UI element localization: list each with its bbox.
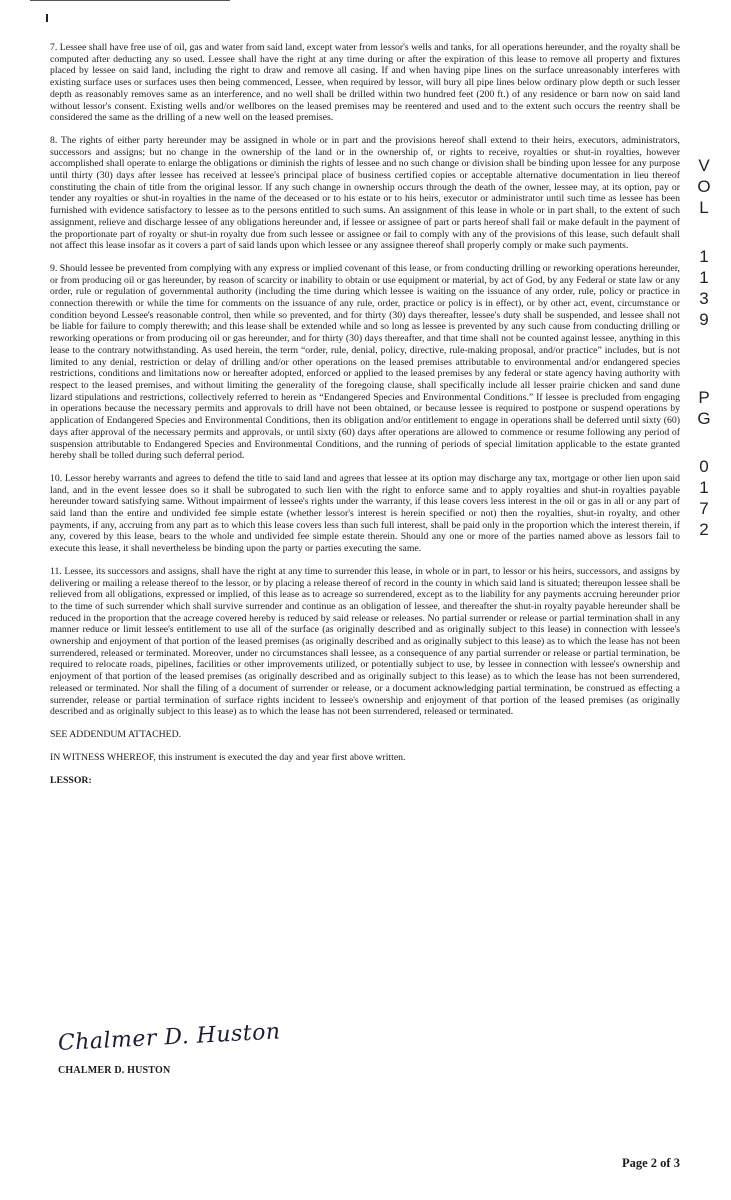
margin-char: 2 — [699, 520, 709, 539]
paragraph-8: 8. The rights of either party hereunder may be assigned in whole or in part and the provisions hereof shall extend to their heirs, executors, administrators, successors and assigns; but no change in the ownership of the land or in the ownership of, or rights to receive, royalties or shut-in royalties, however accomplished shall operate to enlarge the obligations or diminish the rights of lessee and no such change or division shall be binding upon lessee for any purpose until thirty (30) days after lessee has received at lessee's principal place of business certified copies or acceptable alternative documentation in lieu thereof constituting the chain of title from the original lessor. If any such change in ownership occurs through the death of the owner, lessee may, at its option, pay or tender any royalties or shut-in royalties in the name of the deceased or to his estate or to his heirs, executor or administrator until such time as lessee has been furnished with evidence satisfactory to lessee as to the persons entitled to such sums. An assignment of this lease in whole or in part shall, to the extent of such assignment, relieve and discharge lessee of any obligations hereunder and, if lessee or assignee of part or parts hereof shall fail or make default in the payment of the proportionate part of royalty or shut-in royalty due from such lessee or assignee or fail to comply with any of the provisions of this lease, such default shall not affect this lease insofar as it covers a part of said lands upon which lessee or any assignee thereof shall properly comply or make such payments. — [50, 134, 680, 252]
margin-char: 7 — [699, 499, 709, 518]
addendum-note: SEE ADDENDUM ATTACHED. — [50, 728, 182, 740]
margin-page-number — [692, 456, 716, 540]
paragraph-11: 11. Lessee, its successors and assigns, shall have the right at any time to surrender this lease, in whole or in part, to lessor or his heirs, successors, and assigns by delivering or mailing a release thereof to the lessor, or by placing a release thereof of record in the county in which said land is situated; thereupon lessee shall be relieved from all obligations, expressed or implied, of this lease as to acreage so surrendered, except as to the liability for any payments accruing hereunder prior to the time of such surrender which shall survive surrender and continue as an obligation of lessee, and thereafter the shut-in royalty payable hereunder shall be reduced in the proportion that the acreage covered hereby is reduced by said release or releases. No partial surrender or release or partial termination shall in any manner reduce or limit lessee's entitlement to use all of the surface (as originally described and as originally subject to this lease) in connection with lessee's ownership and enjoyment of that portion of the leased premises (as originally described and as originally subject to this lease) as to which the lease has not been surrendered, released or terminated. Moreover, under no circumstances shall lessee, as a consequence of any partial surrender or release or partial termination, be required to relocate roads, pipelines, facilities or other improvements utilized, or potentially subject to use, by lessee in connection with lessee's ownership and enjoyment of that portion of the leased premises (as originally described and as originally subject to this lease) as to which the lease has not been surrendered, released or terminated. Nor shall the filing of a document of surrender or release, or a document acknowledging partial termination, be construed as effecting a surrender, release or partial termination of surface rights incident to lessee's ownership and enjoyment of that portion of the leased premises (as originally described and as originally subject to this lease) as to which the lease has not been surrendered, released or terminated. — [50, 565, 680, 718]
margin-page-label — [692, 387, 716, 429]
margin-char: 1 — [699, 247, 709, 266]
margin-char: V — [698, 156, 710, 175]
signer-name: CHALMER D. HUSTON — [58, 1065, 171, 1076]
margin-char: 1 — [699, 268, 709, 287]
lessor-label: LESSOR: — [50, 775, 92, 787]
signature: Chalmer D. Huston — [57, 1019, 282, 1056]
margin-char: 3 — [699, 289, 709, 308]
margin-char: 9 — [699, 310, 709, 329]
witness-clause: IN WITNESS WHEREOF, this instrument is executed the day and year first above written. — [50, 751, 406, 763]
margin-char: 1 — [699, 478, 709, 497]
margin-char: P — [698, 388, 710, 407]
lease-body — [50, 42, 680, 787]
page-number: Page 2 of 3 — [622, 1156, 680, 1170]
paragraph-10: 10. Lessor hereby warrants and agrees to defend the title to said land and agrees that lessee at its option may discharge any tax, mortgage or other lien upon said land, and in the event lessee does so it shall be subrogated to such lien with the right to enforce same and to apply royalties and shut-in royalties payable hereunder toward satisfying same. Without impairment of lessee's rights under the warranty, if this lease covers less interest in the oil or gas in all or any part of said land than the entire and undivided fee simple estate (whether lessor's interest is herein specified or not) then the royalties, shut-in royalty, and other payments, if any, accruing from any part as to which this lease covers less than such full interest, shall be paid only in the proportion which the interest therein, if any, covered by this lease, bears to the whole and undivided fee simple estate therein. Should any one or more of the parties named above as lessors fail to execute this lease, it shall nevertheless be binding upon the party or parties executing the same. — [50, 472, 680, 555]
scan-mark — [46, 14, 48, 22]
margin-volume-number — [692, 246, 716, 330]
margin-char: G — [697, 409, 711, 428]
margin-char: L — [699, 198, 709, 217]
margin-char: 0 — [699, 457, 709, 476]
paragraph-9: 9. Should lessee be prevented from complying with any express or implied covenant of this lease, or from conducting drilling or reworking operations hereunder, or from producing oil or gas hereunder, by reason of scarcity or inability to obtain or use equipment or material, by act of God, by any Federal or state law or any order, rule or regulation of governmental authority (including the time during which lessee is waiting on the issuance of any order, rule, policy or practice in connection therewith or while the time for comments on the issuance of any rule, order, practice or policy is in effect), or by other act, event, circumstance or condition beyond Lessee's reasonable control, then while so prevented, and for thirty (30) days thereafter, lessee's duty shall be suspended, and lessee shall not be liable for failure to comply therewith; and this lease shall be extended while and so long as lessee is prevented by any such cause from conducting drilling or reworking operations or from producing oil or gas hereunder, and for thirty (30) days thereafter, and that time shall not be counted against lessee, anything in this lease to the contrary notwithstanding. As used herein, the term “order, rule, denial, policy, directive, rule-making proposal, and/or practice” includes, but is not limited to any denial, restriction or delay of drilling and/or other operations on the leased premises attributable to environmental and/or endangered species restrictions, conditions and limitations now or hereafter adopted, enforced or applied to the leased premises by any federal or state agency having authority with respect to the leased premises, and without limiting the generality of the foregoing clause, shall specifically include all lesser prairie chicken and sand dune lizard stipulations and restrictions, collectively referred to herein as “Endangered Species and Environmental Conditions.” If lessee is precluded from engaging in operations because the necessary permits and approvals to drill have not been obtained, or because lessee is required to postpone or suspend operations by application of Endangered Species and Environmental Conditions, then its obligation and/or entitlement to engage in operations shall be deferred until sixty (60) days after approval of the necessary permits and approvals, or until sixty (60) days after operations are allowed to commence or resume following any period of suspension attributable to Endangered Species and Environmental Conditions, and the running of periods of special limitation applicable to the estate granted hereby shall be tolled during such deferral period. — [50, 262, 680, 462]
top-rule — [30, 0, 230, 1]
paragraph-7: 7. Lessee shall have free use of oil, gas and water from said land, except water from lessor's wells and tanks, for all operations hereunder, and the royalty shall be computed after deducting any so used. Lessee shall have the right at any time during or after the expiration of this lease to remove all property and fixtures placed by lessee on said land, including the right to draw and remove all casing. If and when having pipe lines on the surface unreasonably interferes with existing surface uses or surfaces uses then being commenced, Lessee, when required by lessor, will bury all pipe lines below ordinary plow depth or such lesser depth as reasonably removes same as an interference, and no well shall be drilled within two hundred feet (200 ft.) of any residence or barn now on said land without lessor's consent. Existing wells and/or wellbores on the leased premises may be reentered and used and to the extent such occurs the reentry shall be considered the same as the drilling of a new well on the leased premises. — [50, 42, 680, 124]
margin-char: O — [697, 177, 711, 196]
margin-volume-label — [692, 155, 716, 218]
